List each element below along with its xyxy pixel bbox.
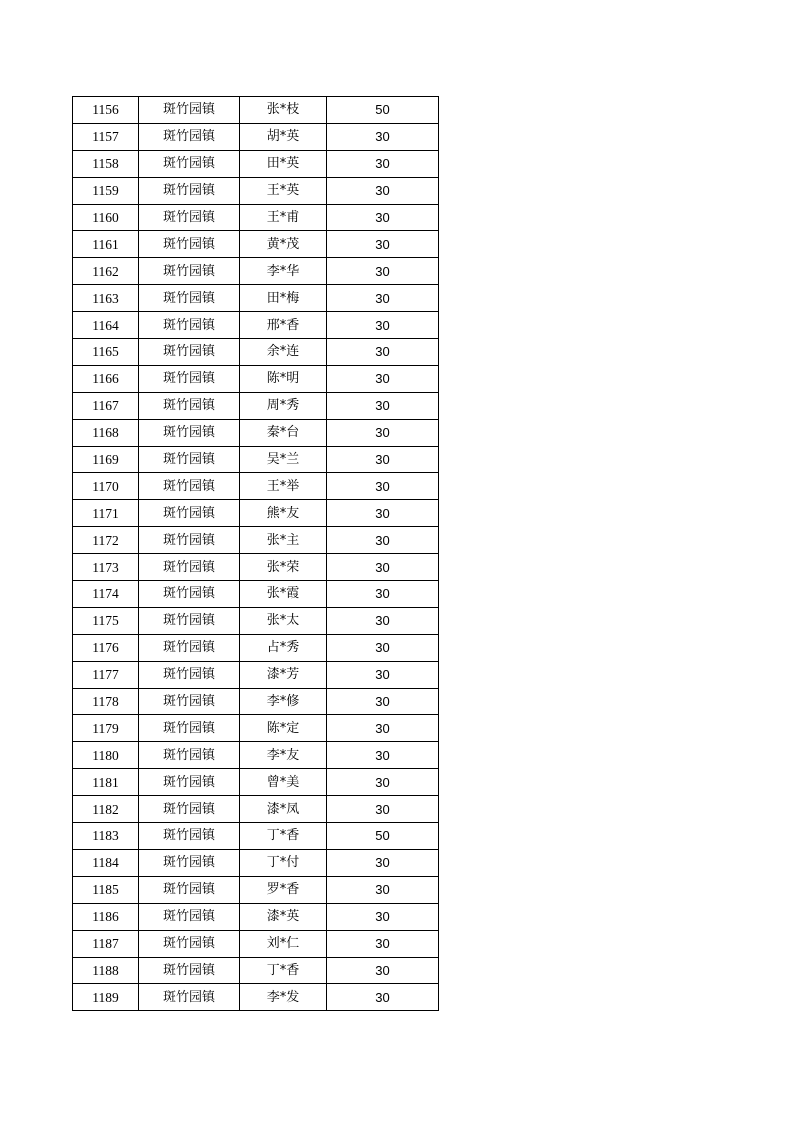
table-row — [73, 742, 439, 769]
row-number-cell: 1178 — [73, 688, 139, 715]
name-cell: 罗*香 — [240, 876, 327, 903]
name-cell: 黄*茂 — [240, 231, 327, 258]
row-number-cell: 1164 — [73, 312, 139, 339]
name-cell: 张*主 — [240, 527, 327, 554]
amount-cell: 30 — [327, 177, 439, 204]
amount-cell: 30 — [327, 688, 439, 715]
table-row — [73, 823, 439, 850]
town-cell: 斑竹园镇 — [139, 554, 240, 581]
town-cell: 斑竹园镇 — [139, 984, 240, 1011]
row-number-cell: 1166 — [73, 365, 139, 392]
name-cell: 周*秀 — [240, 392, 327, 419]
row-number-cell: 1173 — [73, 554, 139, 581]
amount-cell: 30 — [327, 500, 439, 527]
town-cell: 斑竹园镇 — [139, 715, 240, 742]
table-row — [73, 204, 439, 231]
row-number-cell: 1168 — [73, 419, 139, 446]
town-cell: 斑竹园镇 — [139, 957, 240, 984]
town-cell: 斑竹园镇 — [139, 500, 240, 527]
name-cell: 张*太 — [240, 607, 327, 634]
town-cell: 斑竹园镇 — [139, 231, 240, 258]
row-number-cell: 1180 — [73, 742, 139, 769]
table-row — [73, 581, 439, 608]
amount-cell: 30 — [327, 392, 439, 419]
table-row — [73, 123, 439, 150]
amount-cell: 30 — [327, 204, 439, 231]
table-row — [73, 473, 439, 500]
table-row — [73, 984, 439, 1011]
town-cell: 斑竹园镇 — [139, 769, 240, 796]
name-cell: 张*枝 — [240, 97, 327, 124]
amount-cell: 30 — [327, 930, 439, 957]
town-cell: 斑竹园镇 — [139, 849, 240, 876]
amount-cell: 30 — [327, 796, 439, 823]
table-row — [73, 97, 439, 124]
town-cell: 斑竹园镇 — [139, 688, 240, 715]
amount-cell: 30 — [327, 365, 439, 392]
town-cell: 斑竹园镇 — [139, 123, 240, 150]
table-row — [73, 607, 439, 634]
row-number-cell: 1176 — [73, 634, 139, 661]
data-table — [72, 96, 439, 1011]
table-row — [73, 903, 439, 930]
amount-cell: 30 — [327, 312, 439, 339]
row-number-cell: 1188 — [73, 957, 139, 984]
table-body — [73, 97, 439, 1011]
table-row — [73, 500, 439, 527]
name-cell: 李*修 — [240, 688, 327, 715]
row-number-cell: 1163 — [73, 285, 139, 312]
amount-cell: 30 — [327, 339, 439, 366]
amount-cell: 30 — [327, 581, 439, 608]
row-number-cell: 1175 — [73, 607, 139, 634]
table-row — [73, 365, 439, 392]
amount-cell: 30 — [327, 742, 439, 769]
table-row — [73, 419, 439, 446]
name-cell: 刘*仁 — [240, 930, 327, 957]
amount-cell: 30 — [327, 957, 439, 984]
town-cell: 斑竹园镇 — [139, 365, 240, 392]
name-cell: 陈*明 — [240, 365, 327, 392]
amount-cell: 50 — [327, 823, 439, 850]
table-row — [73, 930, 439, 957]
row-number-cell: 1169 — [73, 446, 139, 473]
table-row — [73, 231, 439, 258]
name-cell: 王*英 — [240, 177, 327, 204]
name-cell: 李*华 — [240, 258, 327, 285]
table-row — [73, 527, 439, 554]
table-row — [73, 446, 439, 473]
amount-cell: 30 — [327, 285, 439, 312]
name-cell: 秦*台 — [240, 419, 327, 446]
table-row — [73, 688, 439, 715]
row-number-cell: 1181 — [73, 769, 139, 796]
row-number-cell: 1183 — [73, 823, 139, 850]
name-cell: 邢*香 — [240, 312, 327, 339]
name-cell: 丁*香 — [240, 823, 327, 850]
town-cell: 斑竹园镇 — [139, 903, 240, 930]
table-row — [73, 849, 439, 876]
row-number-cell: 1184 — [73, 849, 139, 876]
row-number-cell: 1161 — [73, 231, 139, 258]
amount-cell: 30 — [327, 876, 439, 903]
amount-cell: 30 — [327, 446, 439, 473]
town-cell: 斑竹园镇 — [139, 392, 240, 419]
amount-cell: 30 — [327, 231, 439, 258]
row-number-cell: 1185 — [73, 876, 139, 903]
row-number-cell: 1177 — [73, 661, 139, 688]
row-number-cell: 1172 — [73, 527, 139, 554]
town-cell: 斑竹园镇 — [139, 312, 240, 339]
town-cell: 斑竹园镇 — [139, 285, 240, 312]
name-cell: 占*秀 — [240, 634, 327, 661]
amount-cell: 30 — [327, 903, 439, 930]
amount-cell: 30 — [327, 769, 439, 796]
table-row — [73, 634, 439, 661]
amount-cell: 30 — [327, 607, 439, 634]
town-cell: 斑竹园镇 — [139, 742, 240, 769]
row-number-cell: 1162 — [73, 258, 139, 285]
row-number-cell: 1156 — [73, 97, 139, 124]
table-row — [73, 339, 439, 366]
row-number-cell: 1174 — [73, 581, 139, 608]
town-cell: 斑竹园镇 — [139, 177, 240, 204]
town-cell: 斑竹园镇 — [139, 581, 240, 608]
row-number-cell: 1186 — [73, 903, 139, 930]
amount-cell: 30 — [327, 661, 439, 688]
row-number-cell: 1159 — [73, 177, 139, 204]
table-row — [73, 150, 439, 177]
amount-cell: 30 — [327, 527, 439, 554]
amount-cell: 30 — [327, 258, 439, 285]
name-cell: 田*英 — [240, 150, 327, 177]
amount-cell: 30 — [327, 849, 439, 876]
name-cell: 熊*友 — [240, 500, 327, 527]
town-cell: 斑竹园镇 — [139, 876, 240, 903]
table-row — [73, 312, 439, 339]
town-cell: 斑竹园镇 — [139, 150, 240, 177]
town-cell: 斑竹园镇 — [139, 204, 240, 231]
row-number-cell: 1167 — [73, 392, 139, 419]
name-cell: 漆*凤 — [240, 796, 327, 823]
row-number-cell: 1171 — [73, 500, 139, 527]
name-cell: 漆*芳 — [240, 661, 327, 688]
town-cell: 斑竹园镇 — [139, 446, 240, 473]
table-row — [73, 715, 439, 742]
amount-cell: 30 — [327, 419, 439, 446]
row-number-cell: 1179 — [73, 715, 139, 742]
row-number-cell: 1182 — [73, 796, 139, 823]
table-row — [73, 661, 439, 688]
amount-cell: 30 — [327, 554, 439, 581]
amount-cell: 50 — [327, 97, 439, 124]
table-row — [73, 285, 439, 312]
row-number-cell: 1158 — [73, 150, 139, 177]
town-cell: 斑竹园镇 — [139, 419, 240, 446]
town-cell: 斑竹园镇 — [139, 796, 240, 823]
row-number-cell: 1189 — [73, 984, 139, 1011]
name-cell: 张*霞 — [240, 581, 327, 608]
town-cell: 斑竹园镇 — [139, 930, 240, 957]
amount-cell: 30 — [327, 150, 439, 177]
town-cell: 斑竹园镇 — [139, 473, 240, 500]
amount-cell: 30 — [327, 473, 439, 500]
table-row — [73, 258, 439, 285]
town-cell: 斑竹园镇 — [139, 527, 240, 554]
table-row — [73, 177, 439, 204]
row-number-cell: 1160 — [73, 204, 139, 231]
table-row — [73, 554, 439, 581]
name-cell: 田*梅 — [240, 285, 327, 312]
name-cell: 吴*兰 — [240, 446, 327, 473]
table-row — [73, 769, 439, 796]
name-cell: 曾*美 — [240, 769, 327, 796]
town-cell: 斑竹园镇 — [139, 661, 240, 688]
row-number-cell: 1157 — [73, 123, 139, 150]
name-cell: 王*举 — [240, 473, 327, 500]
table-row — [73, 392, 439, 419]
town-cell: 斑竹园镇 — [139, 97, 240, 124]
amount-cell: 30 — [327, 123, 439, 150]
name-cell: 丁*香 — [240, 957, 327, 984]
town-cell: 斑竹园镇 — [139, 823, 240, 850]
town-cell: 斑竹园镇 — [139, 258, 240, 285]
name-cell: 丁*付 — [240, 849, 327, 876]
name-cell: 陈*定 — [240, 715, 327, 742]
amount-cell: 30 — [327, 715, 439, 742]
name-cell: 李*发 — [240, 984, 327, 1011]
row-number-cell: 1187 — [73, 930, 139, 957]
amount-cell: 30 — [327, 984, 439, 1011]
name-cell: 胡*英 — [240, 123, 327, 150]
town-cell: 斑竹园镇 — [139, 607, 240, 634]
row-number-cell: 1165 — [73, 339, 139, 366]
town-cell: 斑竹园镇 — [139, 634, 240, 661]
amount-cell: 30 — [327, 634, 439, 661]
name-cell: 余*连 — [240, 339, 327, 366]
table-row — [73, 876, 439, 903]
table-row — [73, 957, 439, 984]
town-cell: 斑竹园镇 — [139, 339, 240, 366]
table-row — [73, 796, 439, 823]
name-cell: 李*友 — [240, 742, 327, 769]
name-cell: 张*荣 — [240, 554, 327, 581]
row-number-cell: 1170 — [73, 473, 139, 500]
name-cell: 漆*英 — [240, 903, 327, 930]
name-cell: 王*甫 — [240, 204, 327, 231]
